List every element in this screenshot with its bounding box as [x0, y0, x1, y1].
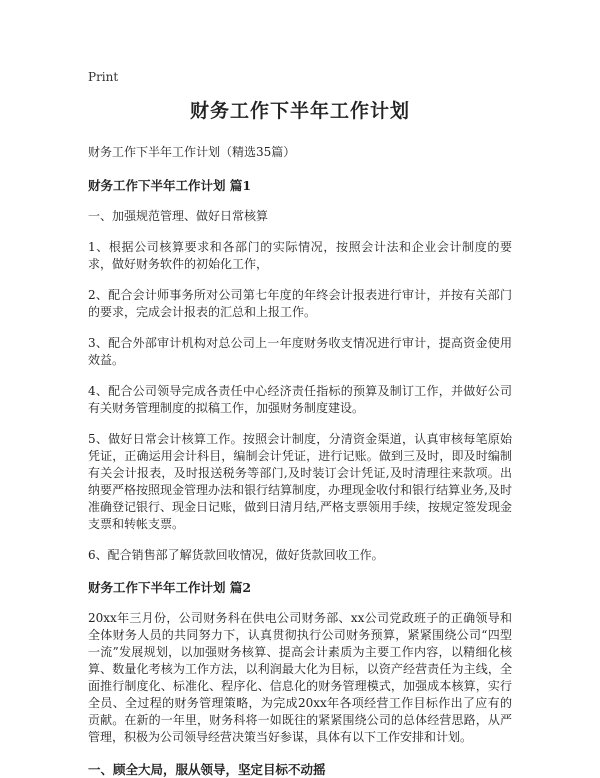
paragraph: 1、根据公司核算要求和各部门的实际情况，按照会计法和企业会计制度的要求，做好财务软件的初始化工作，	[88, 240, 512, 271]
paragraph: 2、配合会计师事务所对公司第七年度的年终会计报表进行审计，并按有关部门的要求，完成会计报表的汇总和上报工作。	[88, 288, 512, 319]
section-heading: 一、顾全大局，服从领导，坚定目标不动摇	[88, 762, 326, 777]
section-heading: 财务工作下半年工作计划 篇1	[88, 178, 252, 193]
paragraph: 6、配合销售部了解货款回收情况，做好货款回收工作。	[88, 548, 384, 562]
section-heading: 财务工作下半年工作计划 篇2	[88, 580, 252, 595]
paragraph: 一、加强规范管理、做好日常核算	[88, 209, 269, 223]
print-link[interactable]: Print	[88, 70, 119, 84]
document-title: 财务工作下半年工作计划	[189, 100, 410, 122]
paragraph: 3、配合外部审计机构对总公司上一年度财务收支情况进行审计，提高资金使用效益。	[88, 336, 512, 367]
document-subtitle: 财务工作下半年工作计划（精选35篇）	[88, 145, 296, 159]
paragraph: 20xx年三月份，公司财务科在供电公司财务部、xx公司党政班子的正确领导和全体财务人员的共同努力下，认真贯彻执行公司财务预算，紧紧围绕公司“四型一流”发展规划，以加强财务核算、提高会计素质为主要工作内容，以精细化核算、数量化考核为工作方法，以利润最大化为目标，以资产经营责任为主线，全面推行制度化、标准化、程序化、信息化的财务管理模式，加强成本核算，实行全员、全过程的财务管理策略，为完成20xx年各项经营工作目标作出了应有的贡献。在新的一年里，财务科将一如既往的紧紧围绕公司的总体经营思路，从严管理，积极为公司领导经营决策当好参谋，具体有以下工作安排和计划。	[88, 611, 512, 744]
paragraph: 4、配合公司领导完成各责任中心经济责任指标的预算及制订工作，并做好公司有关财务管理制度的拟稿工作，加强财务制度建设。	[88, 384, 512, 415]
paragraph: 5、做好日常会计核算工作。按照会计制度，分清资金渠道，认真审核每笔原始凭证，正确运用会计科目，编制会计凭证，进行记账。做到三及时，即及时编制有关会计报表，及时报送税务等部门,及时装订会计凭证,及时清理往来款项。出纳要严格按照现金管理办法和银行结算制度，办理现金收付和银行结算业务,及时准确登记银行、现金日记账，做到日清月结,严格支票领用手续，按规定签发现金支票和转帐支票。	[88, 432, 512, 531]
